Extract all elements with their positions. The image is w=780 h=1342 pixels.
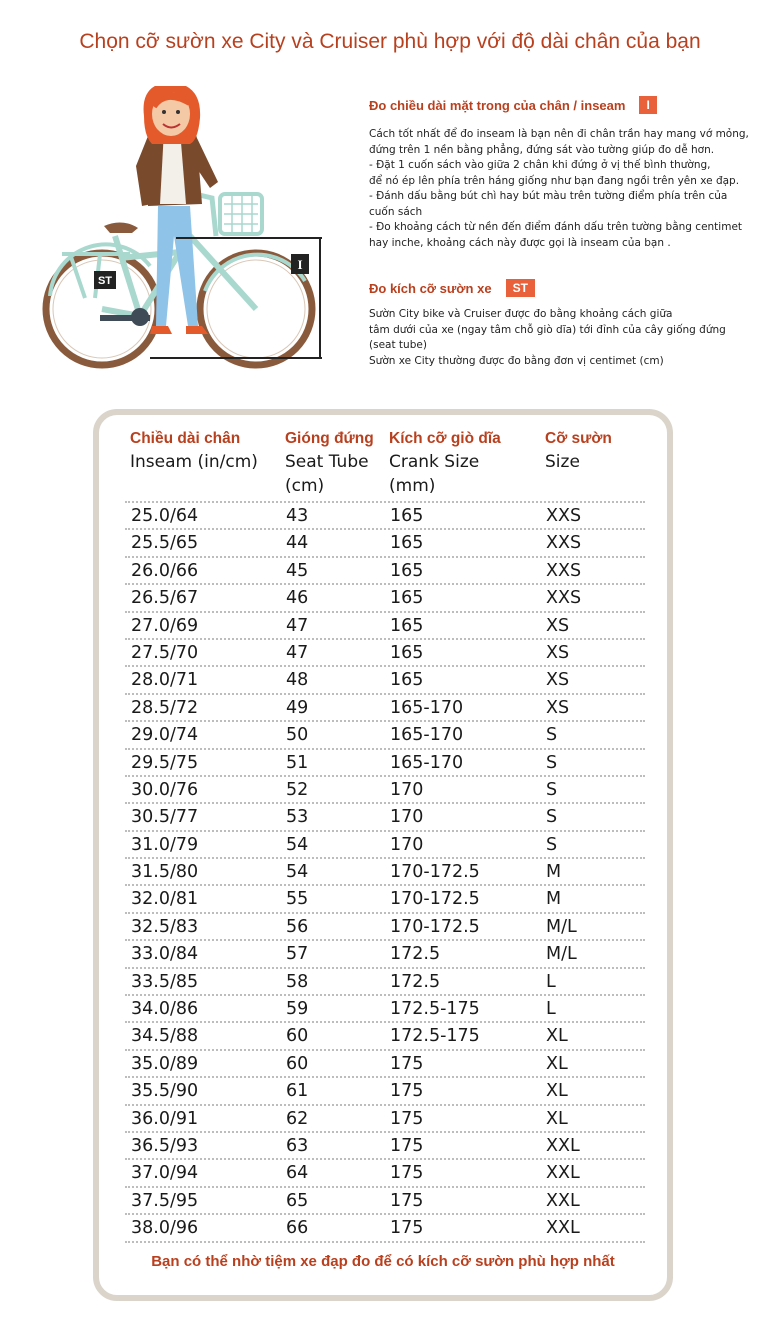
cell-crank-size: 172.5-175 [390,999,480,1020]
inseam-instructions [369,127,749,251]
cell-inseam: 35.5/90 [131,1081,199,1102]
cell-crank-size: 165 [390,588,424,609]
frame-size-badge: ST [506,279,535,297]
size-chart-card [93,409,673,1301]
cell-frame-size: M [546,889,562,910]
cell-inseam: 33.5/85 [131,971,199,992]
cell-seat-tube: 55 [286,889,309,910]
cell-seat-tube: 53 [286,807,309,828]
cell-inseam: 37.0/94 [131,1163,199,1184]
cell-inseam: 34.5/88 [131,1026,199,1047]
cell-frame-size: S [546,779,558,800]
cell-seat-tube: 54 [286,834,309,855]
table-row [125,613,645,640]
cell-seat-tube: 65 [286,1190,309,1211]
table-row [125,750,645,777]
table-header [99,428,667,508]
cell-crank-size: 165 [390,642,424,663]
cell-frame-size: XL [546,1026,568,1047]
cell-frame-size: XXL [546,1163,580,1184]
cell-seat-tube: 66 [286,1218,309,1239]
cell-seat-tube: 44 [286,533,309,554]
table-row [125,1133,645,1160]
cell-inseam: 28.0/71 [131,670,199,691]
instruction-line: Sườn xe City thường được đo bằng đơn vị centimet (cm) [369,354,664,367]
cell-frame-size: XXL [546,1190,580,1211]
instruction-line: đứng trên 1 nền bằng phẳng, đứng sát vào tường giúp đo dễ hơn. [369,143,715,156]
cell-seat-tube: 58 [286,971,309,992]
table-row [125,914,645,941]
cell-inseam: 27.0/69 [131,615,199,636]
table-row [125,1078,645,1105]
cell-seat-tube: 56 [286,916,309,937]
cell-crank-size: 175 [390,1190,424,1211]
cell-seat-tube: 60 [286,1026,309,1047]
table-row [125,722,645,749]
header-inseam [130,428,258,474]
cell-inseam: 34.0/86 [131,999,199,1020]
header-vi-label: Kích cỡ giò dĩa [389,430,501,447]
table-row [125,667,645,694]
header-en-label: Inseam (in/cm) [130,452,258,472]
cell-seat-tube: 57 [286,944,309,965]
table-row [125,1215,645,1242]
cell-frame-size: XS [546,697,570,718]
cell-inseam: 37.5/95 [131,1190,199,1211]
cell-seat-tube: 46 [286,588,309,609]
cell-inseam: 33.0/84 [131,944,199,965]
inseam-heading: Đo chiều dài mặt trong của chân / inseam [369,97,626,113]
instruction-line: - Đánh dấu bằng bút chì hay bút màu trên tường điểm phía trên của [369,190,728,202]
inseam-badge: I [639,96,656,114]
cell-crank-size: 175 [390,1081,424,1102]
cell-seat-tube: 43 [286,506,309,526]
cell-crank-size: 175 [390,1108,424,1129]
cell-crank-size: 165-170 [390,752,464,773]
cell-inseam: 32.0/81 [131,889,199,910]
cell-inseam: 25.0/64 [131,506,199,526]
cell-frame-size: XS [546,670,570,691]
cell-crank-size: 170-172.5 [390,916,480,937]
cell-frame-size: XXS [546,533,582,554]
cell-frame-size: S [546,752,558,773]
footer-note: Bạn có thể nhờ tiệm xe đạp đo để có kích cỡ sườn phù hợp nhất [151,1253,615,1270]
cell-crank-size: 165-170 [390,697,464,718]
cell-seat-tube: 62 [286,1108,309,1129]
table-row [125,558,645,585]
cell-crank-size: 165-170 [390,725,464,746]
inseam-section [369,96,749,251]
table-row [125,832,645,859]
cell-crank-size: 165 [390,615,424,636]
table-row [125,695,645,722]
cell-crank-size: 170 [390,807,424,828]
cell-frame-size: L [546,971,556,992]
cell-frame-size: XL [546,1081,568,1102]
cell-crank-size: 165 [390,670,424,691]
frame-size-instructions [369,307,726,369]
cell-seat-tube: 49 [286,697,309,718]
cell-seat-tube: 54 [286,862,309,883]
cell-frame-size: L [546,999,556,1020]
cell-frame-size: XXS [546,588,582,609]
cell-crank-size: 170-172.5 [390,862,480,883]
cell-crank-size: 175 [390,1053,424,1074]
table-body [125,501,645,1243]
cell-seat-tube: 47 [286,615,309,636]
cell-seat-tube: 50 [286,725,309,746]
bike-rider-illustration [40,86,330,371]
cell-frame-size: M [546,862,562,883]
cell-inseam: 32.5/83 [131,916,199,937]
cell-crank-size: 170 [390,779,424,800]
header-en-label: Size [545,452,580,472]
cell-seat-tube: 59 [286,999,309,1020]
table-row [125,969,645,996]
cell-frame-size: XXL [546,1218,580,1239]
instruction-line: hay inche, khoảng cách này được gọi là inseam của bạn . [369,236,671,249]
cell-inseam: 29.5/75 [131,752,199,773]
table-row [125,640,645,667]
cell-seat-tube: 51 [286,752,309,773]
header-frame-size [545,428,612,474]
cell-inseam: 35.0/89 [131,1053,199,1074]
cell-inseam: 31.5/80 [131,862,199,883]
instruction-line: - Đặt 1 cuốn sách vào giữa 2 chân khi đứng ở vị thế bình thường, [369,159,711,171]
cell-inseam: 28.5/72 [131,697,199,718]
cell-inseam: 26.5/67 [131,588,199,609]
cell-frame-size: M/L [546,944,577,965]
header-en-label: Seat Tube (cm) [285,452,369,496]
cell-crank-size: 170 [390,834,424,855]
header-en-label: Crank Size (mm) [389,452,480,496]
seat-tube-label: ST [97,275,113,287]
cell-frame-size: S [546,834,558,855]
cell-frame-size: XL [546,1108,568,1129]
cell-crank-size: 165 [390,533,424,554]
instruction-line: cuốn sách [369,205,423,218]
cell-seat-tube: 52 [286,779,309,800]
cell-frame-size: S [546,807,558,828]
table-row [125,1106,645,1133]
table-row [125,1051,645,1078]
cell-frame-size: XS [546,642,570,663]
header-vi-label: Chiều dài chân [130,430,241,447]
cell-crank-size: 170-172.5 [390,889,480,910]
table-row [125,777,645,804]
cell-crank-size: 172.5 [390,944,441,965]
cell-seat-tube: 60 [286,1053,309,1074]
cell-seat-tube: 61 [286,1081,309,1102]
table-row [125,530,645,557]
cell-crank-size: 172.5-175 [390,1026,480,1047]
cell-frame-size: XXS [546,506,582,526]
cell-seat-tube: 47 [286,642,309,663]
cell-seat-tube: 45 [286,560,309,581]
cell-inseam: 27.5/70 [131,642,199,663]
cell-inseam: 36.5/93 [131,1135,199,1156]
table-row [125,1160,645,1187]
table-row [125,1023,645,1050]
instruction-line: (seat tube) [369,339,427,351]
cell-seat-tube: 63 [286,1135,309,1156]
instruction-line: để nó ép lên phía trên háng giống như bạn đang ngồi trên yên xe đạp. [369,174,740,187]
cell-frame-size: S [546,725,558,746]
table-row [125,503,645,530]
cell-inseam: 36.0/91 [131,1108,199,1129]
cell-frame-size: M/L [546,916,577,937]
cell-seat-tube: 48 [286,670,309,691]
header-crank-size [389,428,501,498]
page-title: Chọn cỡ sườn xe City và Cruiser phù hợp với độ dài chân của bạn [79,30,701,53]
header-vi-label: Gióng đứng [285,430,374,447]
cell-inseam: 31.0/79 [131,834,199,855]
cell-inseam: 29.0/74 [131,725,199,746]
cell-crank-size: 165 [390,506,424,526]
header-vi-label: Cỡ sườn [545,430,612,447]
cell-crank-size: 175 [390,1163,424,1184]
table-row [125,886,645,913]
cell-seat-tube: 64 [286,1163,309,1184]
table-row [125,804,645,831]
instruction-line: - Đo khoảng cách từ nền đến điểm đánh dấu trên tường bằng centimet [369,221,743,233]
frame-size-heading: Đo kích cỡ sườn xe [369,280,492,296]
table-row [125,996,645,1023]
cell-inseam: 38.0/96 [131,1218,199,1239]
cell-frame-size: XS [546,615,570,636]
table-row [125,859,645,886]
header-seat-tube [285,428,374,498]
instruction-line: tâm dưới của xe (ngay tâm chỗ giò dĩa) tới đỉnh của cây giống đứng [369,323,726,336]
cell-crank-size: 172.5 [390,971,441,992]
table-row [125,585,645,612]
cell-inseam: 30.0/76 [131,779,199,800]
cell-inseam: 25.5/65 [131,533,199,554]
cell-crank-size: 175 [390,1218,424,1239]
cell-frame-size: XXL [546,1135,580,1156]
cell-inseam: 30.5/77 [131,807,199,828]
cell-inseam: 26.0/66 [131,560,199,581]
cell-crank-size: 175 [390,1135,424,1156]
table-row [125,1188,645,1215]
cell-frame-size: XL [546,1053,568,1074]
instruction-line: Sườn City bike và Cruiser được đo bằng khoảng cách giữa [369,308,673,320]
instruction-line: Cách tốt nhất để đo inseam là bạn nên đi chân trần hay mang vớ mỏng, [369,128,749,140]
frame-size-section [369,279,726,369]
table-row [125,941,645,968]
inseam-label: I [297,257,303,272]
cell-frame-size: XXS [546,560,582,581]
cell-crank-size: 165 [390,560,424,581]
